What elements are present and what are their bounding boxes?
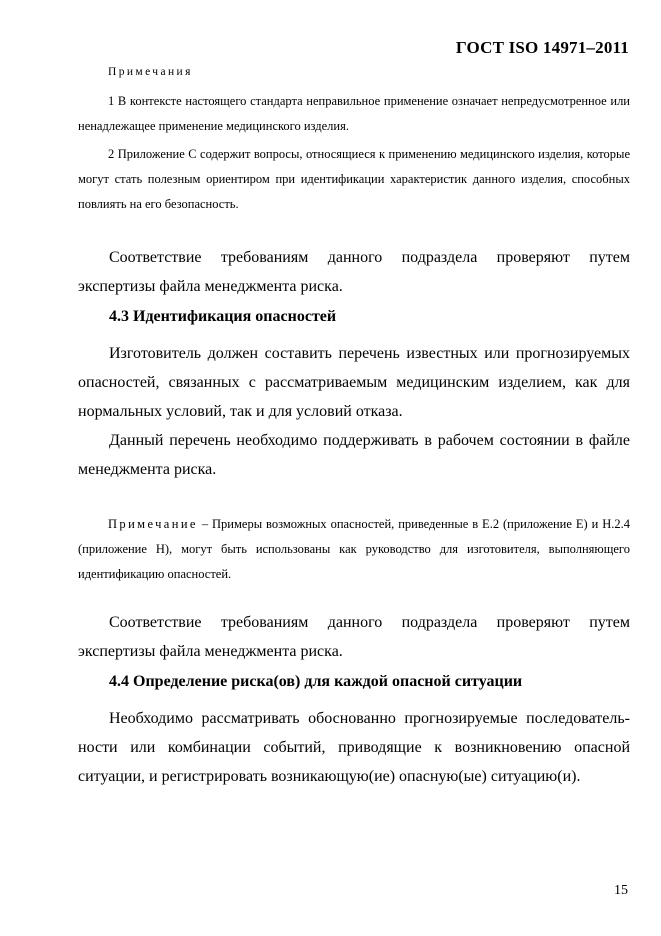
note-item-1: 1 В контексте настоящего стандарта неправильное применение означает непредусмотренное или ненадлежащее применение медицинского изделия. — [78, 94, 630, 133]
note-single — [78, 512, 630, 587]
page-number: 15 — [614, 883, 628, 898]
sequences-paragraph: Необходимо рассматривать обоснованно прогнозируемые последовательности или комбинации событий, приводящие к возникновению опасной ситуации, и регистрировать возникающую(ие) опасную(ые) ситуацию(и). — [78, 710, 630, 785]
compliance-paragraph-2: Соответствие требованиям данного подраздела проверяют путем экспертизы файла менеджмента риска. — [78, 614, 630, 660]
note-text: – Примеры возможных опасностей, приведенные в Е.2 (приложение Е) и Н.2.4 (приложение Н), могут быть использованы как руководство для изготовителя, выполняющего идентификацию опасностей. — [78, 517, 630, 581]
notes-title: Примечания — [108, 66, 193, 78]
document-header: ГОСТ ISO 14971–2011 — [455, 38, 629, 57]
compliance-paragraph-1: Соответствие требованиям данного подраздела проверяют путем экспертизы файла менеджмента риска. — [78, 249, 630, 295]
hazards-list-paragraph: Изготовитель должен составить перечень известных или прогнозируемых опасностей, связанных с рассматриваемым медицинским изделием, как для нормальных условий, так и для условий отказа. — [78, 345, 630, 420]
maintain-list-paragraph: Данный перечень необходимо поддерживать в рабочем состоянии в файле менеджмента риска. — [78, 432, 630, 478]
note-item-2: 2 Приложение С содержит вопросы, относящиеся к применению медицинского изделия, которые могут стать полезным ориентиром при идентификации характеристик данного изделия, способных повлиять на его безопасность. — [78, 147, 630, 211]
note-label: Примечание — [108, 517, 198, 531]
section-heading-4-3: 4.3 Идентификация опасностей — [109, 308, 337, 325]
section-heading-4-4: 4.4 Определение риска(ов) для каждой опасной ситуации — [109, 673, 523, 690]
